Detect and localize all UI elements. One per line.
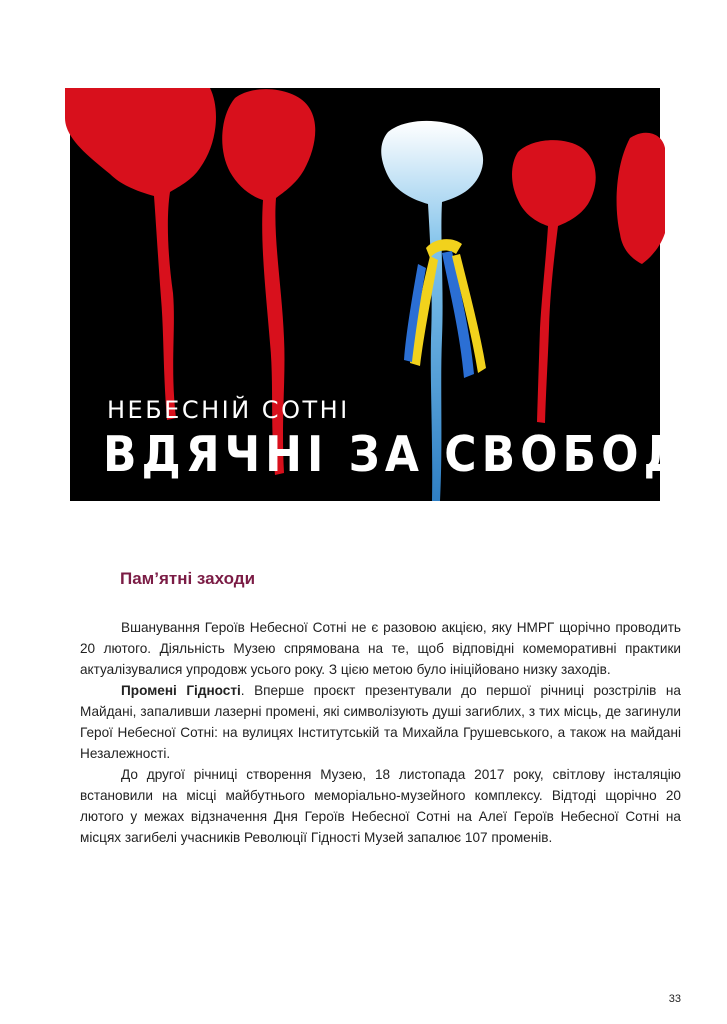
paragraph-text: Вшанування Героїв Небесної Сотні не є разовою акцією, яку НМРГ щорічно проводить 20 лютого. Діяльність Музею спрямована на те, щоб відповідні комеморативні практики актуалізувалися упродовж усього року. З цією метою було ініційовано низку заходів. — [80, 620, 681, 677]
poster-subtitle: НЕБЕСНІЙ СОТНІ — [107, 396, 350, 424]
paragraph — [80, 680, 681, 764]
paragraph — [80, 617, 681, 680]
section-title: Пам’ятні заходи — [120, 569, 256, 588]
red-carnation-right — [617, 133, 665, 264]
paragraph — [80, 764, 681, 848]
poster-image — [70, 88, 727, 501]
paragraph-lead: Промені Гідності — [121, 683, 241, 698]
red-carnation-left — [65, 88, 216, 420]
ukrainian-ribbon — [404, 239, 486, 378]
poster-title: ВДЯЧНІ ЗА СВОБОДУ — [103, 426, 727, 484]
red-carnation-fourth — [512, 140, 596, 423]
paragraph-text: До другої річниці створення Музею, 18 листопада 2017 року, світлову інсталяцію встановили на місці майбутнього меморіально-музейного комплексу. Відтоді щорічно 20 лютого у межах відзначення Дня Героїв Небесної Сотні на Алеї Героїв Небесної Сотні на місцях загибелі учасників Революції Гідності Музей запалює 107 променів. — [80, 767, 681, 845]
article-body — [80, 617, 681, 848]
paragraph-text: . Вперше проєкт презентували до першої річниці розстрілів на Майдані, запаливши лазерні промені, які символізують душі загиблих, з тих місць, де загинули Герої Небесної Сотні: на вулицях Інститутській та Михайла Грушевського, а також на майдані Незалежності. — [80, 683, 681, 761]
page-number: 33 — [668, 993, 681, 1005]
